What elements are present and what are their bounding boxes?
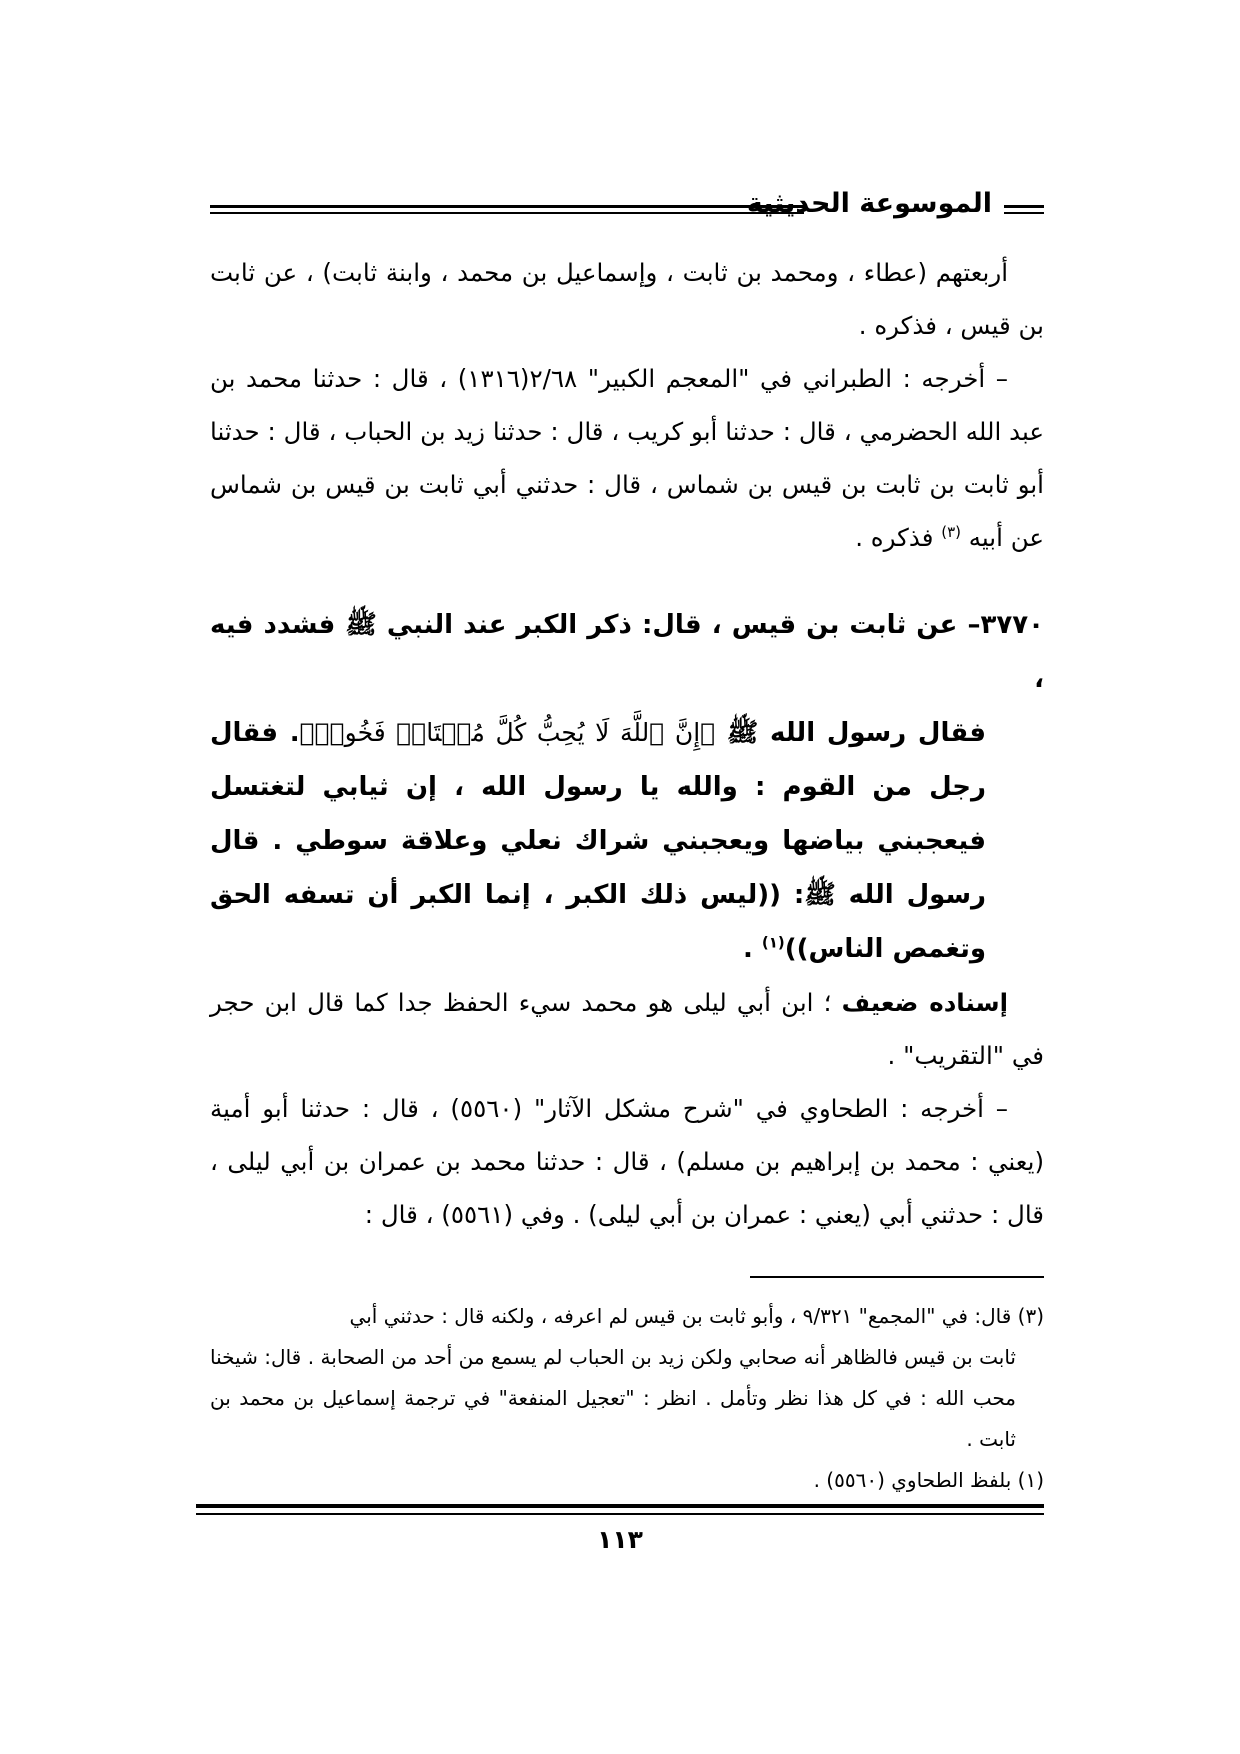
footnotes xyxy=(210,1296,1044,1501)
main-text xyxy=(210,246,1044,1241)
paragraph-tabarani-end: فذكره . xyxy=(855,523,942,552)
hadith-3770 xyxy=(210,598,1044,976)
hadith-intro: فقال رسول الله ﷺ xyxy=(715,718,986,748)
paragraph-tahawi-source: – أخرجه : الطحاوي في "شرح مشكل الآثار" (٥٥٦٠) ، قال : حدثنا أبو أمية (يعني : محمد بن إبراهيم بن مسلم) ، قال : حدثنا محمد بن عمران بن أبي ليلى ، قال : حدثني أبي (يعني : عمران بن أبي ليلى) . وفي (٥٥٦١) ، قال : xyxy=(210,1094,1044,1229)
paragraph-tabarani-text: – أخرجه : الطبراني في "المعجم الكبير" ٢/٦٨(١٣١٦) ، قال : حدثنا محمد بن عبد الله الحضرمي ، قال : حدثنا أبو كريب ، قال : حدثنا زيد بن الحباب ، قال : حدثنا أبو ثابت بن ثابت بن قيس بن شماس ، قال : حدثني أبي ثابت بن قيس بن شماس عن أبيه xyxy=(210,364,1044,552)
quran-verse: ﴿إِنَّ ٱللَّهَ لَا يُحِبُّ كُلَّ مُخۡتَالٖ فَخُورٖ﴾ xyxy=(299,718,716,747)
footnote-ref-1: (١) xyxy=(761,933,785,952)
assessment-text: ؛ ابن أبي ليلى هو محمد سيء الحفظ جدا كما قال ابن حجر في "التقريب" . xyxy=(210,988,1044,1070)
paragraph-narrators: أربعتهم (عطاء ، ومحمد بن ثابت ، وإسماعيل بن محمد ، وابنة ثابت) ، عن ثابت بن قيس ، فذكره . xyxy=(210,258,1044,340)
header-rule-left xyxy=(210,205,804,214)
footer-rule xyxy=(196,1504,1044,1515)
footnote-3 xyxy=(210,1296,1044,1460)
hadith-text: . فقال رجل من القوم : والله يا رسول الله ، إن ثيابي لتغتسل فيعجبني بياضها ويعجبني شراك نعلي وعلاقة سوطي . قال رسول الله ﷺ: ((ليس ذلك الكبر ، إنما الكبر أن تسفه الحق وتغمص الناس)) xyxy=(210,718,986,964)
running-header xyxy=(210,190,1044,234)
footnote-1: (١) بلفظ الطحاوي (٥٥٦٠) . xyxy=(813,1468,1044,1492)
assessment-label: إسناده ضعيف xyxy=(841,988,1008,1017)
section-gap xyxy=(210,564,1044,598)
hadith-body xyxy=(210,706,1044,976)
footnote-3-continuation: ثابت بن قيس فالظاهر أنه صحابي ولكن زيد بن الحباب لم يسمع من أحد من الصحابة . قال: شيخنا محب الله : في كل هذا نظر وتأمل . انظر : "تعجيل المنفعة" في ترجمة إسماعيل بن محمد بن ثابت . xyxy=(210,1345,1016,1451)
hadith-end: . xyxy=(742,934,762,964)
footnote-separator xyxy=(750,1276,1044,1278)
footnote-3-first-line: (٣) قال: في "المجمع" ٩/٣٢١ ، وأبو ثابت بن قيس لم اعرفه ، ولكنه قال : حدثني أبي xyxy=(349,1304,1044,1328)
header-rule-right xyxy=(1004,205,1044,214)
paragraph-tabarani-source xyxy=(210,352,1044,564)
header-title: الموسوعة الحديثية xyxy=(746,188,992,219)
footnote-ref-3: (٣) xyxy=(941,522,961,541)
hadith-first-line: ٣٧٧٠– عن ثابت بن قيس ، قال: ذكر الكبر عند النبي ﷺ فشدد فيه ، xyxy=(210,610,1044,694)
page-number: ١١٣ xyxy=(597,1525,643,1554)
isnad-assessment xyxy=(210,976,1044,1082)
